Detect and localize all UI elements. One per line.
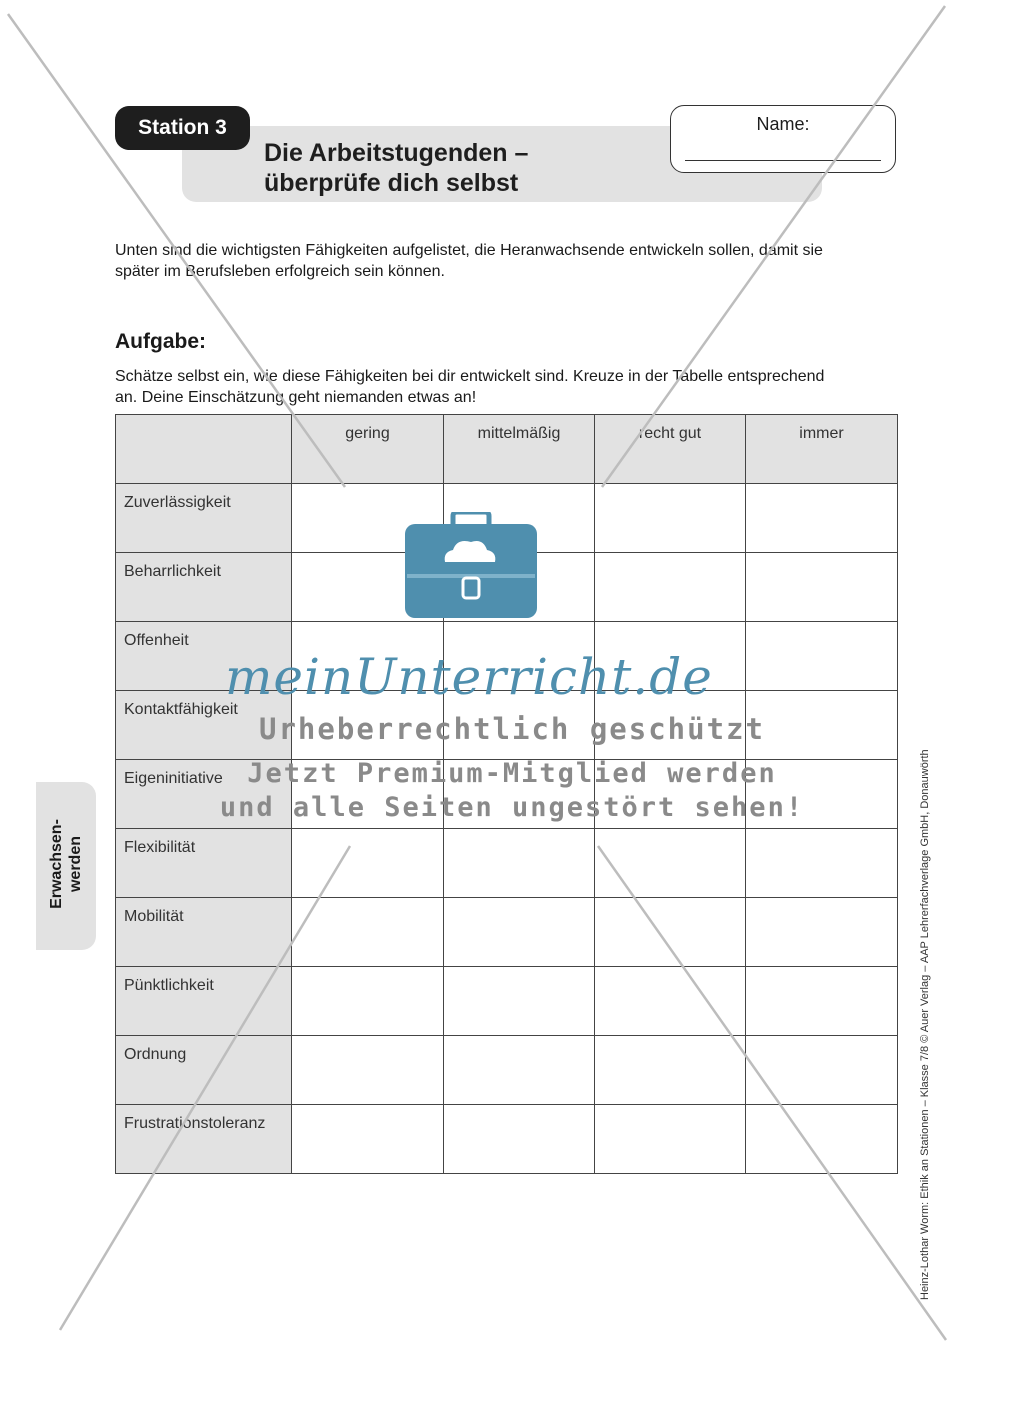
publisher-credit: Heinz-Lothar Worm: Ethik an Stationen – Klasse 7/8 © Auer Verlag – AAP Lehrerfachverlage GmbH, Donauwörth — [919, 749, 931, 1300]
rating-cell[interactable] — [444, 829, 595, 898]
name-write-line[interactable] — [685, 160, 881, 161]
column-header: immer — [746, 415, 898, 484]
intro-text — [115, 240, 905, 282]
rating-cell[interactable] — [746, 622, 898, 691]
rating-cell[interactable] — [595, 898, 746, 967]
rating-cell[interactable] — [444, 1036, 595, 1105]
row-label: Flexibilität — [116, 829, 292, 898]
rating-cell[interactable] — [595, 1036, 746, 1105]
page-title — [264, 138, 528, 198]
rating-cell[interactable] — [292, 1105, 444, 1174]
station-badge: Station 3 — [115, 106, 250, 150]
rating-cell[interactable] — [292, 1036, 444, 1105]
table-row — [116, 1036, 898, 1105]
rating-cell[interactable] — [746, 1036, 898, 1105]
rating-cell[interactable] — [444, 898, 595, 967]
row-label: Eigeninitiative — [116, 760, 292, 829]
row-label: Pünktlichkeit — [116, 967, 292, 1036]
rating-cell[interactable] — [746, 484, 898, 553]
rating-cell[interactable] — [746, 553, 898, 622]
row-label: Offenheit — [116, 622, 292, 691]
task-heading: Aufgabe: — [115, 330, 206, 353]
rating-cell[interactable] — [746, 829, 898, 898]
task-line-2: an. Deine Einschätzung geht niemanden etwas an! — [115, 389, 477, 406]
watermark-line-1: Urheberrechtlich geschützt — [259, 712, 765, 746]
rating-cell[interactable] — [746, 898, 898, 967]
rating-cell[interactable] — [444, 967, 595, 1036]
rating-cell[interactable] — [444, 1105, 595, 1174]
page-title-line-1: Die Arbeitstugenden – — [264, 139, 529, 167]
row-label: Ordnung — [116, 1036, 292, 1105]
table-row — [116, 829, 898, 898]
rating-cell[interactable] — [746, 967, 898, 1036]
row-label: Zuverlässigkeit — [116, 484, 292, 553]
watermark-line-2: Jetzt Premium-Mitglied werden — [247, 758, 777, 789]
side-tab-line-1: Erwachsen- — [48, 819, 65, 909]
row-label: Kontaktfähigkeit — [116, 691, 292, 760]
task-text — [115, 366, 905, 408]
row-label: Mobilität — [116, 898, 292, 967]
table-row — [116, 1105, 898, 1174]
rating-cell[interactable] — [595, 484, 746, 553]
column-header: mittelmäßig — [444, 415, 595, 484]
watermark-logo: meinUnterricht.de — [225, 648, 713, 706]
table-row — [116, 898, 898, 967]
page-title-line-2: überprüfe dich selbst — [264, 169, 519, 197]
rating-cell[interactable] — [292, 829, 444, 898]
row-label: Beharrlichkeit — [116, 553, 292, 622]
briefcase-cloud-icon — [405, 512, 537, 618]
task-line-1: Schätze selbst ein, wie diese Fähigkeiten bei dir entwickelt sind. Kreuze in der Tabelle entsprechend — [115, 368, 825, 385]
rating-cell[interactable] — [595, 829, 746, 898]
column-header: gering — [292, 415, 444, 484]
row-label: Frustrationstoleranz — [116, 1105, 292, 1174]
name-box — [670, 105, 896, 173]
rating-cell[interactable] — [595, 1105, 746, 1174]
rating-cell[interactable] — [595, 553, 746, 622]
intro-line-2: später im Berufsleben erfolgreich sein können. — [115, 263, 445, 280]
rating-cell[interactable] — [746, 1105, 898, 1174]
table-row — [116, 967, 898, 1036]
rating-cell[interactable] — [292, 898, 444, 967]
watermark-line-3: und alle Seiten ungestört sehen! — [219, 792, 805, 823]
table-header-row — [116, 415, 898, 484]
intro-line-1: Unten sind die wichtigsten Fähigkeiten aufgelistet, die Heranwachsende entwickeln sollen, damit sie — [115, 242, 823, 259]
header-corner-cell — [116, 415, 292, 484]
rating-cell[interactable] — [292, 967, 444, 1036]
column-header: recht gut — [595, 415, 746, 484]
side-tab-line-2: werden — [67, 836, 84, 893]
rating-cell[interactable] — [595, 967, 746, 1036]
name-label: Name: — [756, 114, 810, 134]
